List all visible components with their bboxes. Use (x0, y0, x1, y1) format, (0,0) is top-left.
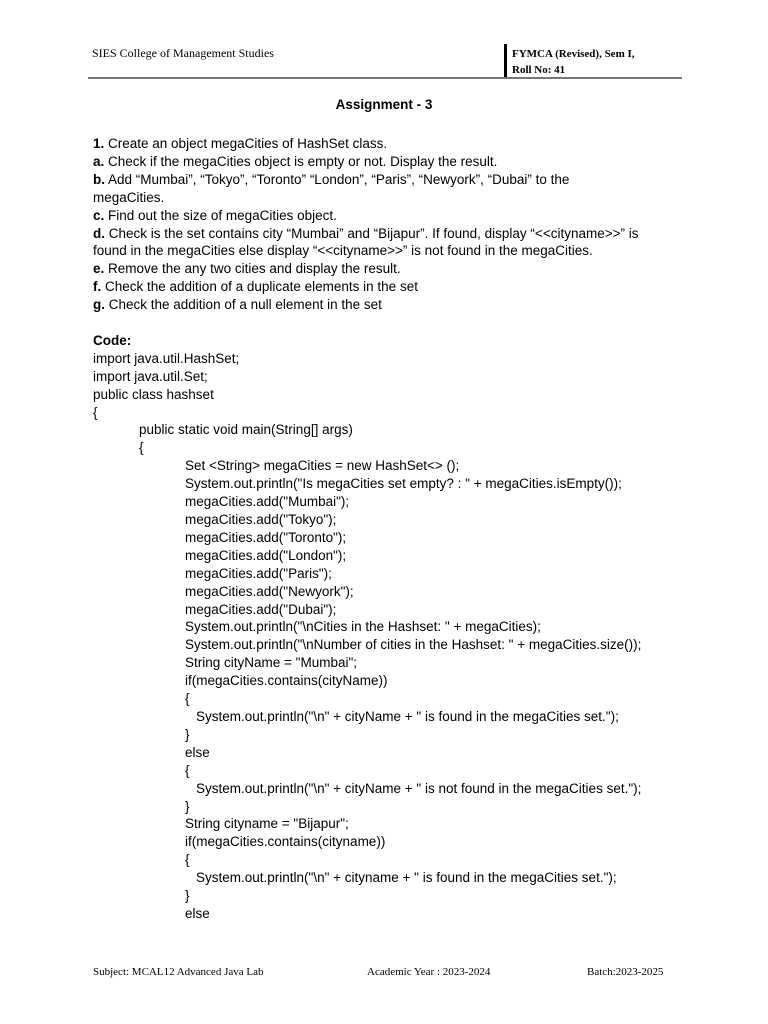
code-line: } (185, 798, 190, 814)
assignment-title: Assignment - 3 (335, 97, 433, 112)
footer-subject: Subject: MCAL12 Advanced Java Lab (93, 966, 264, 978)
code-line: } (185, 726, 190, 742)
code-line: System.out.println("\n" + cityName + " is found in the megaCities set."); (196, 708, 619, 724)
code-line: String cityname = "Bijapur"; (185, 816, 349, 832)
code-line: if(megaCities.contains(cityname)) (185, 834, 386, 850)
code-line: megaCities.add("Paris"); (185, 565, 332, 581)
code-line: megaCities.add("London"); (185, 547, 347, 563)
institution-name: SIES College of Management Studies (92, 46, 274, 60)
code-line: System.out.println("\nCities in the Hashset: " + megaCities); (185, 619, 541, 635)
blank-line (93, 314, 683, 332)
code-line: public class hashset (93, 386, 214, 402)
question-line: c. Find out the size of megaCities object. (93, 207, 337, 223)
code-line: String cityName = "Mumbai"; (185, 655, 358, 671)
code-line: public static void main(String[] args) (139, 422, 353, 438)
question-line: a. Check if the megaCities object is empty or not. Display the result. (93, 153, 498, 169)
code-line: { (93, 404, 98, 420)
question-line: d. Check is the set contains city “Mumbai” and “Bijapur”. If found, display “<<cityname>>” is (93, 225, 639, 241)
code-line: Set <String> megaCities = new HashSet<> (); (185, 458, 460, 474)
code-line: import java.util.Set; (93, 368, 208, 384)
code-line: { (139, 440, 144, 456)
footer-academic-year: Academic Year : 2023-2024 (367, 966, 491, 978)
document-body (93, 135, 683, 923)
code-line: megaCities.add("Dubai"); (185, 601, 337, 617)
code-line: import java.util.HashSet; (93, 350, 240, 366)
question-line: megaCities. (93, 189, 165, 205)
code-line: megaCities.add("Mumbai"); (185, 494, 350, 510)
code-line: else (185, 905, 210, 921)
page-header (88, 40, 682, 78)
code-line: System.out.println("\nNumber of cities in the Hashset: " + megaCities.size()); (185, 637, 642, 653)
question-line: f. Check the addition of a duplicate elements in the set (93, 279, 418, 295)
code-line: } (185, 888, 190, 904)
header-rule (88, 77, 682, 79)
code-line: { (185, 852, 190, 868)
code-line: else (185, 744, 210, 760)
question-line: b. Add “Mumbai”, “Tokyo”, “Toronto” “London”, “Paris”, “Newyork”, “Dubai” to the (93, 171, 570, 187)
question-line: g. Check the addition of a null element in the set (93, 297, 382, 313)
footer-batch: Batch:2023-2025 (587, 966, 664, 978)
code-line: { (185, 762, 190, 778)
code-line: megaCities.add("Tokyo"); (185, 512, 337, 528)
code-line: System.out.println("\n" + cityname + " is found in the megaCities set."); (196, 870, 617, 886)
code-line: System.out.println("Is megaCities set empty? : " + megaCities.isEmpty()); (185, 476, 622, 492)
code-line: megaCities.add("Newyork"); (185, 583, 354, 599)
question-line: e. Remove the any two cities and display the result. (93, 261, 401, 277)
roll-number: Roll No: 41 (512, 64, 566, 76)
header-divider (504, 44, 507, 78)
course-label: FYMCA (Revised), Sem I, (512, 48, 635, 60)
code-line: { (185, 691, 190, 707)
question-line: found in the megaCities else display “<<cityname>>” is not found in the megaCities. (93, 243, 593, 259)
code-heading: Code: (93, 332, 132, 348)
code-line: System.out.println("\n" + cityName + " is not found in the megaCities set."); (196, 780, 642, 796)
code-line: megaCities.add("Toronto"); (185, 529, 347, 545)
course-info (512, 46, 635, 78)
question-line: 1. Create an object megaCities of HashSet class. (93, 136, 388, 151)
code-line: if(megaCities.contains(cityName)) (185, 673, 388, 689)
